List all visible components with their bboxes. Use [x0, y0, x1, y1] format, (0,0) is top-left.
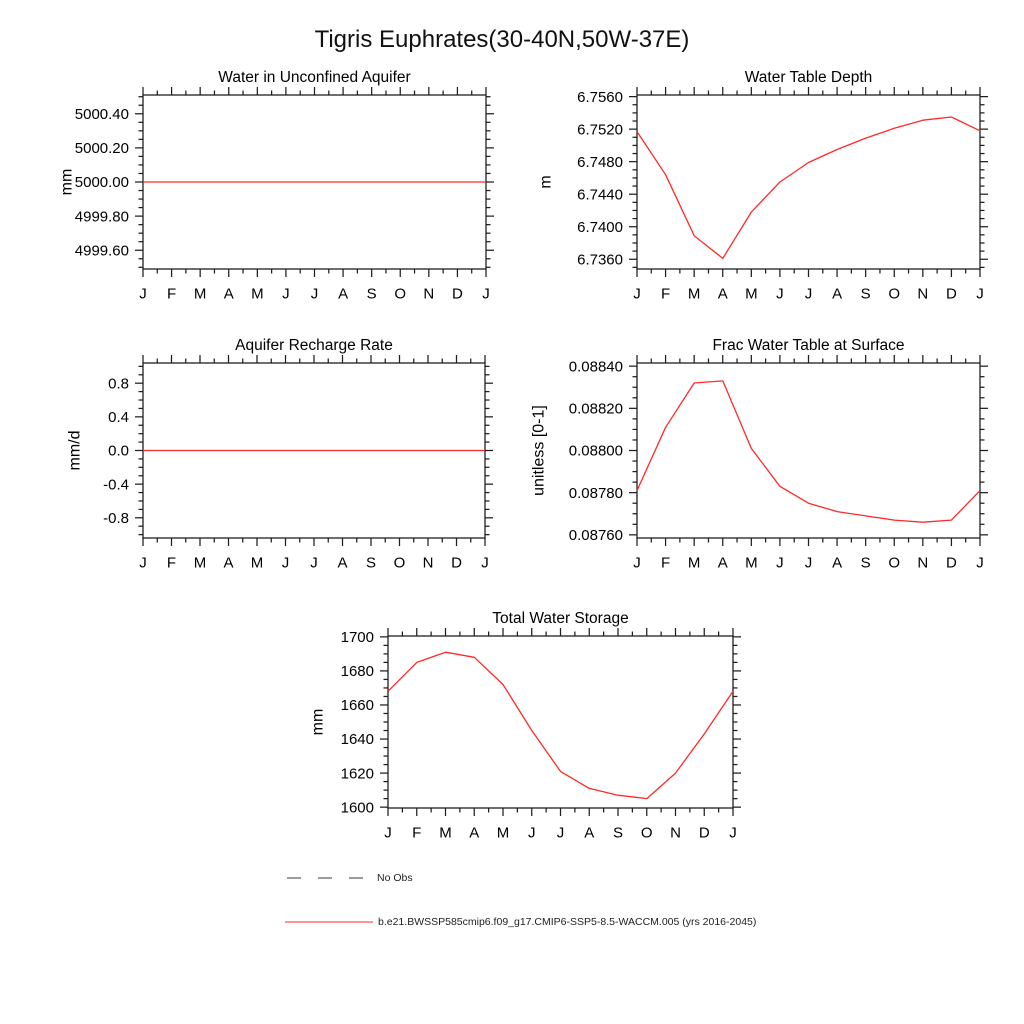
panel-title: Water Table Depth [744, 69, 873, 86]
y-tick-label: 6.7560 [577, 88, 623, 106]
x-tick-label: M [687, 554, 701, 572]
x-tick-label: J [384, 824, 392, 842]
y-tick-label: 5000.20 [74, 140, 129, 158]
x-tick-label: M [496, 824, 510, 842]
y-tick-label: 6.7440 [577, 186, 623, 204]
x-tick-label: A [338, 285, 349, 303]
panel-title: Frac Water Table at Surface [712, 337, 905, 354]
axis-ticks [629, 355, 988, 546]
y-axis-label: m [537, 175, 555, 189]
x-tick-label: M [687, 285, 701, 303]
x-tick-label: J [281, 554, 290, 572]
x-tick-label: O [640, 824, 653, 842]
y-tick-label: 6.7400 [577, 218, 623, 236]
x-tick-label: M [193, 554, 207, 572]
x-tick-label: S [612, 824, 624, 842]
x-tick-label: M [250, 554, 264, 572]
x-tick-label: J [310, 554, 318, 572]
y-tick-label: 5000.00 [74, 174, 129, 192]
x-tick-label: S [366, 285, 377, 303]
y-tick-label: 0.08760 [568, 527, 623, 545]
panel-title: Total Water Storage [492, 610, 629, 627]
x-tick-label: D [698, 824, 710, 842]
x-tick-label: A [832, 554, 843, 572]
y-tick-label: 0.0 [108, 442, 129, 460]
x-tick-label: A [223, 554, 234, 572]
x-tick-label: A [717, 285, 728, 303]
y-tick-label: 4999.80 [74, 208, 129, 226]
y-tick-label: 0.8 [108, 375, 129, 393]
model-line-swatch [285, 920, 373, 924]
x-tick-label: D [451, 554, 462, 572]
x-tick-label: J [310, 285, 319, 303]
x-tick-label: D [451, 285, 463, 303]
plot-frame [637, 95, 980, 269]
x-tick-label: J [482, 285, 490, 303]
x-tick-label: J [139, 285, 147, 303]
y-axis-label: mm [58, 168, 76, 196]
x-tick-label: J [976, 285, 984, 303]
y-tick-label: 6.7520 [577, 121, 623, 139]
x-tick-label: S [860, 554, 871, 572]
panel-water-table-depth [538, 69, 989, 303]
x-tick-label: M [439, 824, 452, 842]
y-axis-label: unitless [0-1] [530, 405, 548, 496]
x-tick-label: J [481, 554, 489, 572]
x-tick-label: J [776, 554, 784, 572]
y-tick-label: 6.7360 [577, 251, 623, 269]
y-tick-label: -0.4 [103, 476, 129, 494]
series-line [388, 652, 733, 798]
x-tick-label: M [745, 554, 758, 572]
panel-frac-water-table-at-surface [531, 337, 989, 572]
panel-water-in-unconfined-aquifer [59, 69, 495, 303]
y-tick-label: 1680 [340, 663, 374, 681]
y-tick-label: 1640 [340, 731, 374, 749]
x-tick-label: F [660, 285, 671, 303]
x-tick-label: J [528, 824, 536, 842]
x-tick-label: J [776, 285, 784, 303]
x-tick-label: M [193, 285, 207, 303]
y-tick-label: 0.08780 [568, 484, 623, 502]
x-tick-label: O [888, 285, 901, 303]
x-tick-label: F [660, 554, 671, 572]
x-tick-label: J [633, 554, 641, 572]
no-obs-dash-swatch [287, 876, 365, 880]
x-tick-label: S [860, 285, 871, 303]
page-title: Tigris Euphrates(30-40N,50W-37E) [314, 26, 690, 53]
x-tick-label: N [422, 554, 434, 572]
x-tick-label: A [469, 824, 480, 842]
x-tick-label: A [832, 285, 843, 303]
y-tick-label: 6.7480 [577, 153, 623, 171]
x-tick-label: N [670, 824, 681, 842]
x-tick-label: A [223, 285, 234, 303]
plot-frame [637, 363, 980, 538]
x-tick-label: N [917, 554, 929, 572]
panel-title: Water in Unconfined Aquifer [218, 69, 411, 86]
y-tick-label: 1600 [340, 799, 374, 817]
x-tick-label: O [393, 554, 406, 572]
axis-ticks [629, 87, 988, 277]
legend-series-label: b.e21.BWSSP585cmip6.f09_g17.CMIP6-SSP5-8.5-WACCM.005 (yrs 2016-2045) [378, 916, 757, 928]
y-tick-label: 5000.40 [74, 105, 129, 123]
x-tick-label: J [633, 285, 641, 303]
y-axis-label: mm [309, 708, 327, 736]
series-line [637, 117, 980, 258]
x-tick-label: O [888, 554, 901, 572]
x-tick-label: A [717, 554, 728, 572]
x-tick-label: F [412, 824, 422, 842]
legend-no-obs-label: No Obs [377, 872, 413, 884]
x-tick-label: D [945, 554, 957, 572]
x-tick-label: F [166, 285, 177, 303]
y-tick-label: 1620 [340, 765, 374, 783]
x-tick-label: F [166, 554, 177, 572]
x-tick-label: J [804, 285, 813, 303]
x-tick-label: J [139, 554, 147, 572]
y-axis-label: mm/d [66, 430, 84, 471]
x-tick-label: J [556, 824, 565, 842]
y-tick-label: 1660 [340, 697, 374, 715]
y-tick-label: 0.08840 [568, 358, 623, 376]
plot-frame [388, 636, 733, 808]
x-tick-label: J [804, 554, 813, 572]
panel-total-water-storage [310, 610, 742, 842]
x-tick-label: O [394, 285, 407, 303]
panel-title: Aquifer Recharge Rate [235, 337, 393, 354]
x-tick-label: J [282, 285, 290, 303]
x-tick-label: N [917, 285, 929, 303]
x-tick-label: M [251, 285, 264, 303]
x-tick-label: M [745, 285, 758, 303]
y-tick-label: 4999.60 [74, 242, 129, 260]
series-line [637, 381, 980, 522]
x-tick-label: D [945, 285, 957, 303]
y-tick-label: 0.4 [108, 409, 129, 427]
y-tick-label: 0.08800 [568, 442, 623, 460]
y-tick-label: 1700 [340, 629, 374, 647]
x-tick-label: N [423, 285, 435, 303]
x-tick-label: A [584, 824, 595, 842]
y-tick-label: -0.8 [103, 510, 129, 528]
x-tick-label: J [729, 824, 737, 842]
x-tick-label: J [976, 554, 984, 572]
x-tick-label: A [337, 554, 348, 572]
y-tick-label: 0.08820 [568, 400, 623, 418]
panel-aquifer-recharge-rate [67, 337, 494, 572]
x-tick-label: S [365, 554, 377, 572]
